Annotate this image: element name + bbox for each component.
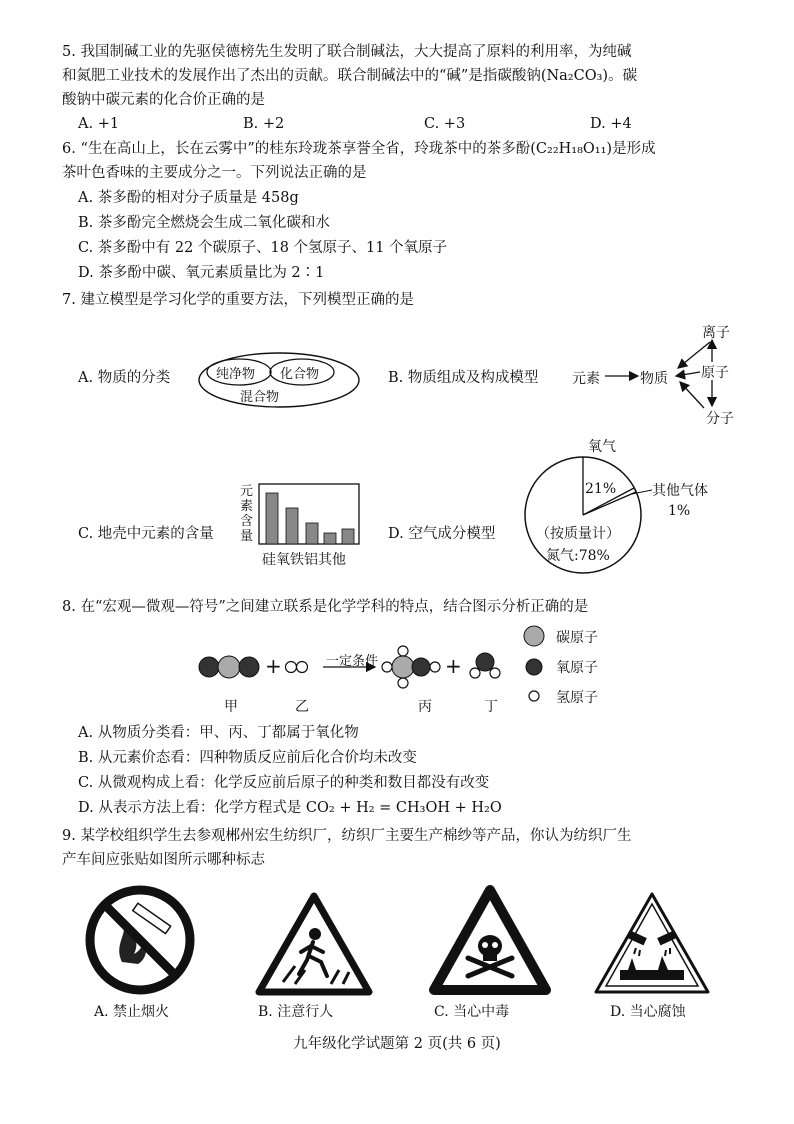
reactant-yi: 乙 [295,699,309,715]
reactant-jia: 甲 [224,699,238,715]
bar-silicon [266,493,278,544]
mass-basis-note: （按质量计） [536,526,620,542]
sign-d-label: D. 当心腐蚀 [610,1004,686,1020]
bar-chart-categories: 硅氧铁铝其他 [262,552,346,568]
pure-substance-label: 纯净物 [216,367,256,382]
q5-line-2: 和氮肥工业技术的发展作出了杰出的贡献。联合制碱法中的“碱”是指碳酸钠(Na₂CO₃)。碳 [62,68,638,84]
ylabel-char-4: 量 [240,529,254,544]
atom-label: 原子 [701,365,729,381]
q8-option-c: C. 从微观构成上看：化学反应前后原子的种类和数目都没有改变 [78,775,490,791]
crust-element-bar-chart [258,483,362,547]
q7-option-a-label: A. 物质的分类 [78,370,171,386]
q8-option-b: B. 从元素价态看：四种物质反应前后化合价均未改变 [78,750,417,766]
bar-oxygen [286,508,298,544]
element-label: 元素 [572,371,600,387]
q5-option-d: D. +4 [590,116,632,132]
ylabel-char-1: 元 [240,484,254,499]
q6-option-c: C. 茶多酚中有 22 个碳原子、18 个氢原子、11 个氧原子 [78,240,448,256]
other-gas-percent: 1% [668,503,691,519]
oxygen-percent: 21% [585,481,617,497]
q6-line-2: 茶叶色香味的主要成分之一。下列说法正确的是 [62,165,367,181]
poison-warning-sign-icon [428,884,552,996]
pedestrian-warning-sign-icon [255,892,373,996]
substance-label: 物质 [640,371,668,387]
q5-option-c: C. +3 [424,116,466,132]
sign-a-label: A. 禁止烟火 [94,1004,170,1020]
sign-b-label: B. 注意行人 [258,1004,334,1020]
q7-option-d-label: D. 空气成分模型 [388,526,496,542]
svg-text:+: + [445,654,462,678]
q6-line-1: 6. “生在高山上，长在云雾中”的桂东玲珑茶享誉全省，玲珑茶中的茶多酚(C₂₂H₁₈O₁₁)是形成 [62,141,656,157]
q7-option-c-label: C. 地壳中元素的含量 [78,526,214,542]
bar-other [342,529,354,544]
no-fire-sign-icon [84,884,196,996]
molecule-label: 分子 [706,411,734,427]
page-footer: 九年级化学试题第 2 页(共 6 页) [293,1036,501,1052]
q5-option-b: B. +2 [243,116,285,132]
q7-option-b-label: B. 物质组成及构成模型 [388,370,539,386]
q5-option-a: A. +1 [78,116,120,132]
q8-option-d: D. 从表示方法上看：化学方程式是 CO₂ + H₂ = CH₃OH + H₂O [78,800,502,816]
corrosion-warning-sign-icon [592,890,712,996]
oxygen-label: 氧气 [588,439,616,455]
atom-legend-icons [520,624,550,710]
compound-label: 化合物 [280,367,320,382]
other-gas-label: 其他气体 [652,483,708,499]
sign-c-label: C. 当心中毒 [434,1004,510,1020]
svg-text:+: + [265,654,282,678]
mixture-label: 混合物 [240,390,280,405]
bar-iron [306,523,318,544]
q6-option-a: A. 茶多酚的相对分子质量是 458g [78,190,299,206]
legend-carbon: 碳原子 [556,630,598,646]
legend-hydrogen: 氢原子 [556,690,598,706]
q5-line-1: 5. 我国制碱工业的先驱侯德榜先生发明了联合制碱法，大大提高了原料的利用率，为纯碱 [62,44,632,60]
bar-chart-ylabel [240,484,254,544]
nitrogen-label: 氮气:78% [546,548,610,564]
q9-line-1: 9. 某学校组织学生去参观郴州宏生纺织厂，纺织厂主要生产棉纱等产品，你认为纺织厂生 [62,828,632,844]
q7-stem: 7. 建立模型是学习化学的重要方法，下列模型正确的是 [62,292,414,308]
q8-stem: 8. 在“宏观—微观—符号”之间建立联系是化学学科的特点，结合图示分析正确的是 [62,599,589,615]
ylabel-char-2: 素 [240,499,254,514]
q6-option-b: B. 茶多酚完全燃烧会生成二氧化碳和水 [78,215,330,231]
composition-arrows [600,320,750,430]
bar-aluminum [324,533,336,544]
product-bing: 丙 [418,699,432,715]
q8-option-a: A. 从物质分类看：甲、丙、丁都属于氧化物 [78,725,359,741]
legend-oxygen: 氧原子 [556,660,598,676]
q6-option-d: D. 茶多酚中碳、氧元素质量比为 2∶1 [78,265,325,281]
q9-line-2: 产车间应张贴如图所示哪种标志 [62,852,265,868]
q5-line-3: 酸钠中碳元素的化合价正确的是 [62,92,265,108]
ion-label: 离子 [702,325,730,341]
ylabel-char-3: 含 [240,514,254,529]
reaction-condition: 一定条件 [326,654,379,669]
product-ding: 丁 [484,699,498,715]
